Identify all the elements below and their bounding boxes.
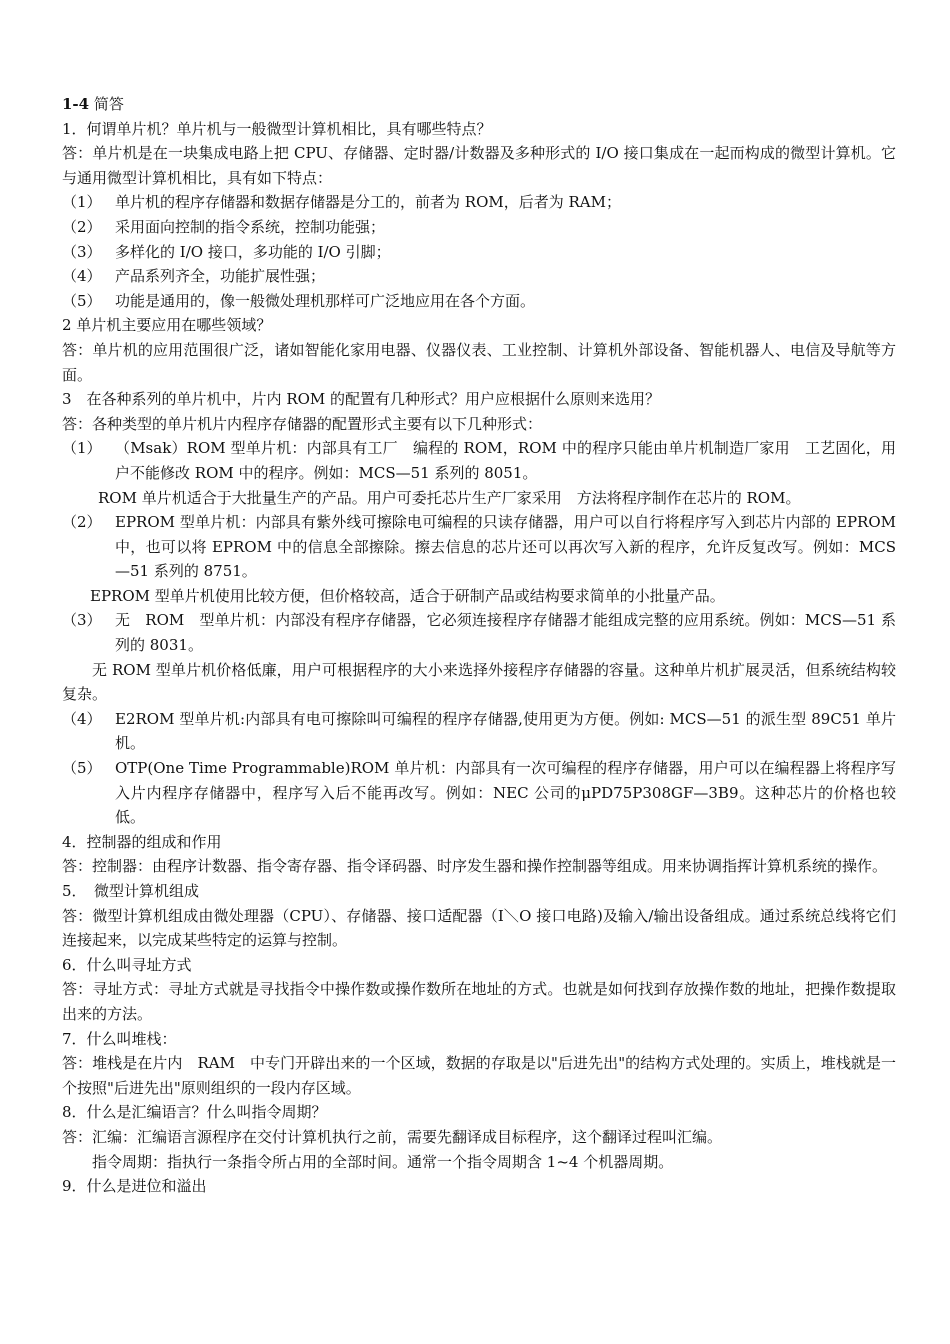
question-1: 1．何谓单片机？单片机与一般微型计算机相比，具有哪些特点？ [62,119,492,138]
list-item [62,289,896,314]
note-paragraph: ROM 单片机适合于大批量生产的产品。用户可委托芯片生产厂家采用 方法将程序制作在芯片的 ROM。 [98,488,801,507]
list-item-text: 单片机的程序存储器和数据存储器是分工的，前者为 ROM，后者为 RAM； [115,193,621,212]
list-item [62,510,896,584]
list-item [62,190,896,215]
list-item-number: （5） [62,759,102,778]
list-item-text: 无 ROM 型单片机：内部没有程序存储器，它必须连接程序存储器才能组成完整的应用系统。例如：MCS—51 系列的 8031。 [115,611,896,655]
question-6: 6．什么叫寻址方式 [62,955,192,974]
list-item-number: （1） [62,193,102,212]
section-heading [62,92,896,117]
list-item-text: 产品系列齐全，功能扩展性强； [115,267,326,286]
question-5: 5． 微型计算机组成 [62,882,200,900]
section-title: 简答 [89,95,124,113]
list-item-text: E2ROM 型单片机:内部具有电可擦除叫可编程的程序存储器,使用更为方便。例如: MCS—51 的派生型 89C51 单片机。 [115,709,896,753]
list-item-text: 多样化的 I/O 接口，多功能的 I/O 引脚； [115,242,391,261]
note-paragraph: EPROM 型单片机使用比较方便，但价格较高，适合于研制产品或结构要求简单的小批量产品。 [90,586,725,605]
list-item-number: （3） [62,242,102,261]
section-number: 1-4 [62,95,90,113]
question-3: 3 在各种系列的单片机中，片内 ROM 的配置有几种形式？用户应根据什么原则来选用？ [62,390,661,409]
answer-1: 答：单片机是在一块集成电路上把 CPU、存储器、定时器/计数器及多种形式的 I/O 接口集成在一起而构成的微型计算机。它与通用微型计算机相比，具有如下特点： [62,144,896,187]
list-item-text: OTP(One Time Programmable)ROM 单片机：内部具有一次可编程的程序存储器，用户可以在编程器上将程序写入片内程序存储器中，程序写入后不能再改写。例如：NEC 公司的μPD75P308GF—3B9。这种芯片的价格也较低。 [115,759,896,827]
list-item-number: （4） [62,267,102,286]
answer-4: 答：控制器：由程序计数器、指令寄存器、指令译码器、时序发生器和操作控制器等组成。用来协调指挥计算机系统的操作。 [62,857,888,876]
answer-5: 答：微型计算机组成由微处理器（CPU）、存储器、接口适配器（I＼O 接口电路)及输入/输出设备组成。通过系统总线将它们连接起来，以完成某些特定的运算与控制。 [62,906,896,950]
question-2: 2 单片机主要应用在哪些领域？ [62,316,272,335]
question-9: 9．什么是进位和溢出 [62,1177,207,1196]
list-item-number: （3） [62,611,102,630]
list-item [62,436,896,485]
list-item-number: （2） [62,513,102,532]
list-item [62,756,896,830]
list-item [62,264,896,289]
answer-7: 答：堆栈是在片内 RAM 中专门开辟出来的一个区域，数据的存取是以"后进先出"的结构方式处理的。实质上，堆栈就是一个按照"后进先出"原则组织的一段内存区域。 [62,1054,896,1097]
list-item-number: （2） [62,217,102,236]
list-item [62,215,896,240]
list-item [62,608,896,657]
answer-6: 答：寻址方式：寻址方式就是寻找指令中操作数或操作数所在地址的方式。也就是如何找到存放操作数的地址，把操作数提取出来的方法。 [62,980,896,1023]
list-item [62,707,896,756]
list-item [62,240,896,265]
list-item-text: 采用面向控制的指令系统，控制功能强； [115,217,386,236]
answer-3: 答：各种类型的单片机片内程序存储器的配置形式主要有以下几种形式： [62,414,543,433]
list-item-number: （4） [62,709,102,728]
note-paragraph: 指令周期：指执行一条指令所占用的全部时间。通常一个指令周期含 1~4 个机器周期。 [92,1152,674,1171]
document-page [62,92,896,1199]
list-item-number: （1） [62,439,102,458]
answer-8: 答：汇编：汇编语言源程序在交付计算机执行之前，需要先翻译成目标程序，这个翻译过程叫汇编。 [62,1127,723,1146]
list-item-text: （Msak）ROM 型单片机：内部具有工厂 编程的 ROM，ROM 中的程序只能由单片机制造厂家用 工艺固化，用户不能修改 ROM 中的程序。例如：MCS—51 系列的 8051。 [115,439,896,482]
list-item-text: 功能是通用的，像一般微处理机那样可广泛地应用在各个方面。 [115,291,536,310]
note-paragraph: 无 ROM 型单片机价格低廉，用户可根据程序的大小来选择外接程序存储器的容量。这种单片机扩展灵活，但系统结构较复杂。 [62,660,896,704]
list-item-text: EPROM 型单片机：内部具有紫外线可擦除电可编程的只读存储器，用户可以自行将程序写入到芯片内部的 EPROM 中，也可以将 EPROM 中的信息全部擦除。擦去信息的芯片还可以再次写入新的程序，允许反复改写。例如：MCS—51 系列的 8751。 [115,513,896,581]
answer-2: 答：单片机的应用范围很广泛，诸如智能化家用电器、仪器仪表、工业控制、计算机外部设备、智能机器人、电信及导航等方面。 [62,340,896,384]
list-item-number: （5） [62,291,102,310]
question-8: 8．什么是汇编语言？什么叫指令周期？ [62,1103,327,1122]
question-4: 4．控制器的组成和作用 [62,832,222,851]
question-7: 7．什么叫堆栈： [62,1029,177,1048]
